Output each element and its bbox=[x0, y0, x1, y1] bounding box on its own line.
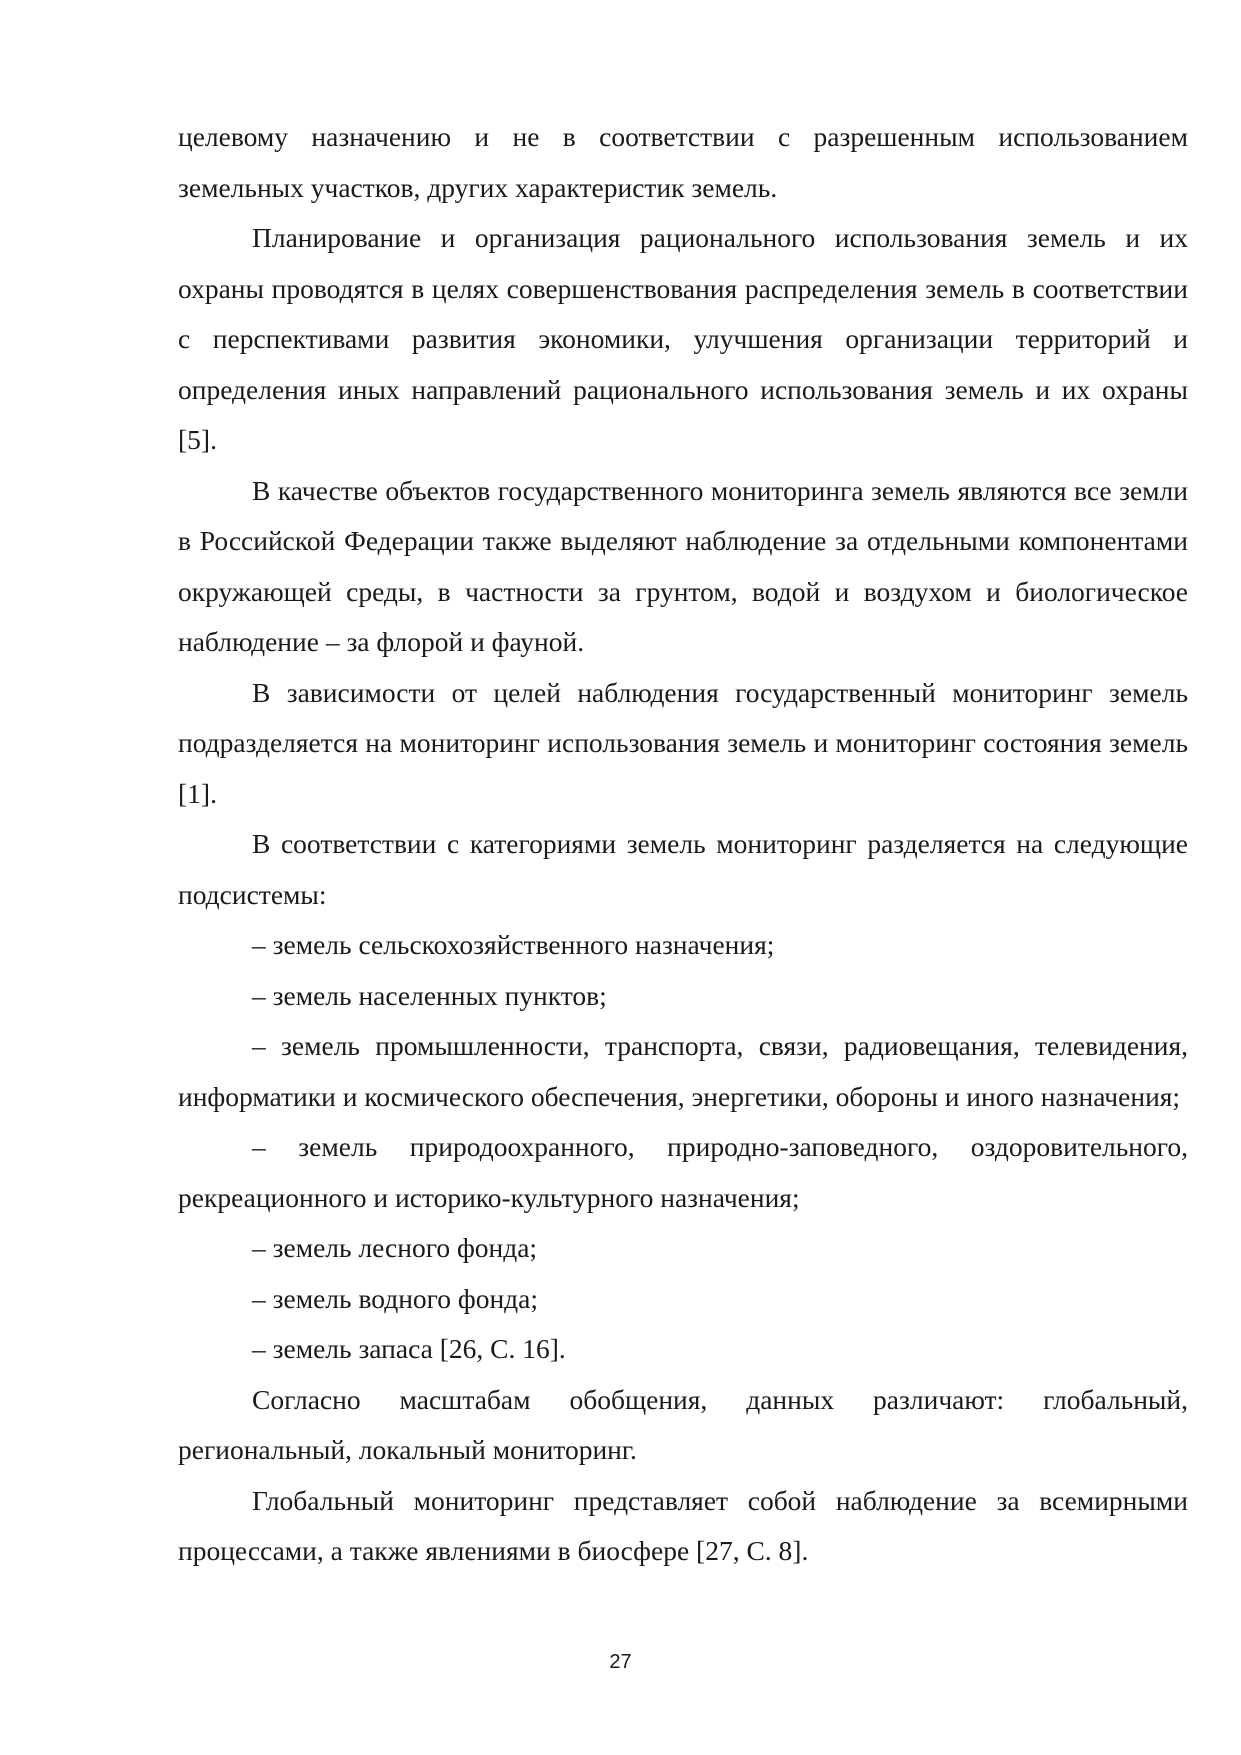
page-number: 27 bbox=[609, 1651, 632, 1673]
paragraph-continuation: целевому назначению и не в соответствии с разрешенным использованием земельных участков, других характеристик земель. bbox=[178, 121, 1188, 203]
list-item-protected: – земель природоохранного, природно-заповедного, оздоровительного, рекреационного и историко-культурного назначения; bbox=[178, 1131, 1188, 1213]
list-item-agricultural: – земель сельскохозяйственного назначения; bbox=[252, 929, 775, 960]
list-item-reserve: – земель запаса [26, С. 16]. bbox=[252, 1333, 566, 1364]
paragraph-categories-intro: В соответствии с категориями земель мониторинг разделяется на следующие подсистемы: bbox=[178, 828, 1188, 910]
body-text bbox=[178, 112, 1188, 1577]
paragraph-objects: В качестве объектов государственного мониторинга земель являются все земли в Российской Федерации также выделяют наблюдение за отдельными компонентами окружающей среды, в частности за грунтом, водой и воздухом и биологическое наблюдение – за флорой и фауной. bbox=[178, 474, 1188, 657]
list-item-forest: – земель лесного фонда; bbox=[252, 1232, 538, 1263]
paragraph-global: Глобальный мониторинг представляет собой наблюдение за всемирными процессами, а также явлениями в биосфере [27, С. 8]. bbox=[178, 1484, 1188, 1566]
paragraph-planning: Планирование и организация рационального использования земель и их охраны проводятся в целях совершенствования распределения земель в соответствии с перспективами развития экономики, улучшения организации территорий и определения иных направлений рационального использования земель и их охраны [5]. bbox=[178, 222, 1188, 455]
list-item-water: – земель водного фонда; bbox=[252, 1282, 538, 1314]
paragraph-goals: В зависимости от целей наблюдения государственный мониторинг земель подразделяется на мониторинг использования земель и мониторинг состояния земель [1]. bbox=[178, 676, 1188, 809]
list-item-industry: – земель промышленности, транспорта, связи, радиовещания, телевидения, информатики и космического обеспечения, энергетики, обороны и иного назначения; bbox=[178, 1030, 1188, 1112]
paragraph-scale: Согласно масштабам обобщения, данных различают: глобальный, региональный, локальный мониторинг. bbox=[178, 1383, 1188, 1465]
list-item-settlements: – земель населенных пунктов; bbox=[252, 979, 607, 1011]
